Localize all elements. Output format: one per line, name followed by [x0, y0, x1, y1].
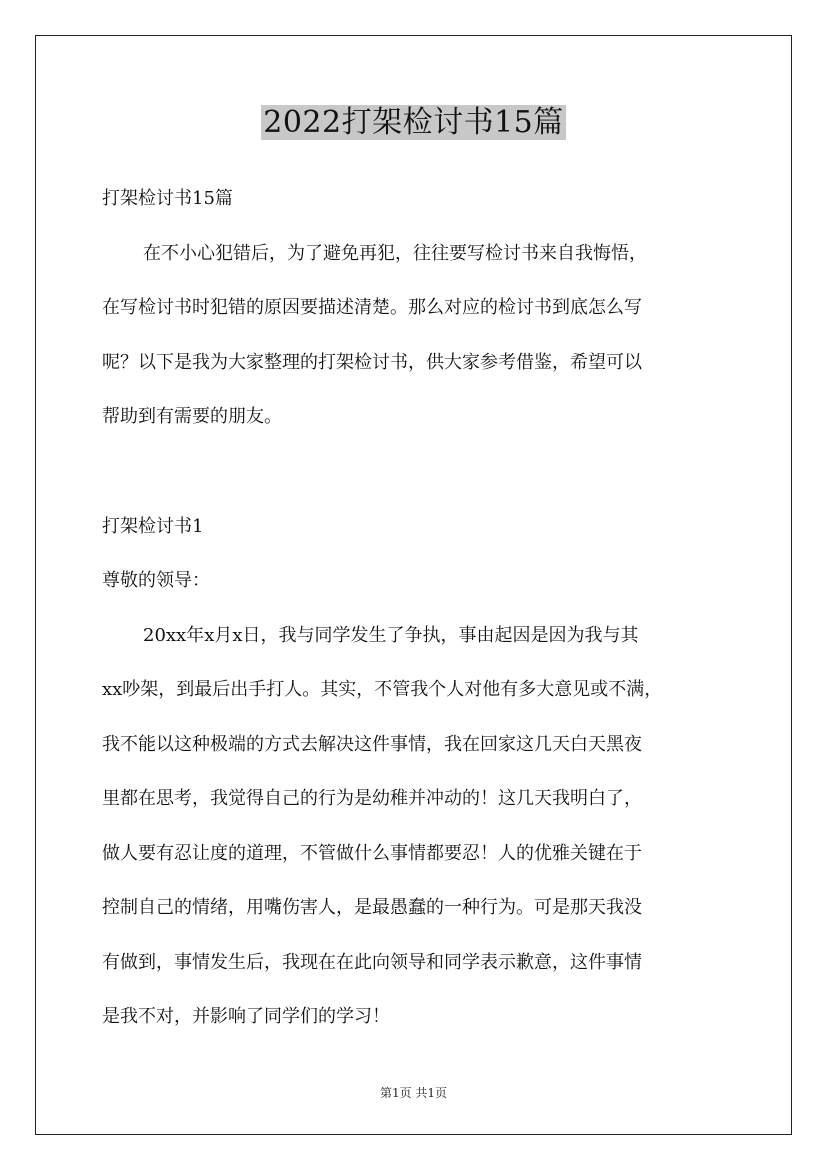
document-title [0, 100, 827, 146]
page-number: 第1页 共1页 [379, 1086, 448, 1100]
paragraph-line: 做人要有忍让度的道理，不管做什么事情都要忍！人的优雅关键在于 [102, 842, 642, 864]
paragraph-line: 控制自己的情绪，用嘴伤害人，是最愚蠢的一种行为。可是那天我没 [102, 897, 642, 918]
paragraph-spacer [102, 445, 727, 500]
document-body [102, 172, 727, 1045]
paragraph-line: 呢？以下是我为大家整理的打架检讨书，供大家参考借鉴，希望可以 [102, 351, 642, 373]
paragraph-line: xx吵架，到最后出手打人。其实，不管我个人对他有多大意见或不满， [102, 679, 663, 700]
paragraph-line: 在写检讨书时犯错的原因要描述清楚。那么对应的检讨书到底怎么写 [102, 297, 642, 318]
paragraph-line: 20xx年x月x日，我与同学发生了争执，事由起因是因为我与其 [143, 624, 639, 646]
paragraph-line: 是我不对，并影响了同学们的学习！ [102, 1006, 390, 1027]
paragraph-line: 在不小心犯错后，为了避免再犯，往往要写检讨书来自我悔悟， [143, 242, 647, 264]
salutation: 尊敬的领导： [102, 570, 210, 591]
document-title-text: 2022打架检讨书15篇 [263, 105, 564, 140]
section-heading-1: 打架检讨书1 [102, 515, 204, 537]
paragraph-line: 里都在思考，我觉得自己的行为是幼稚并冲动的！这几天我明白了， [102, 788, 642, 809]
paragraph-line: 我不能以这种极端的方式去解决这件事情，我在回家这几天白天黑夜 [102, 733, 642, 755]
section-heading-intro: 打架检讨书15篇 [102, 188, 233, 209]
paragraph-line: 帮助到有需要的朋友。 [102, 406, 282, 427]
paragraph-line: 有做到，事情发生后，我现在在此向领导和同学表示歉意，这件事情 [102, 951, 642, 973]
page-footer [0, 1083, 827, 1103]
